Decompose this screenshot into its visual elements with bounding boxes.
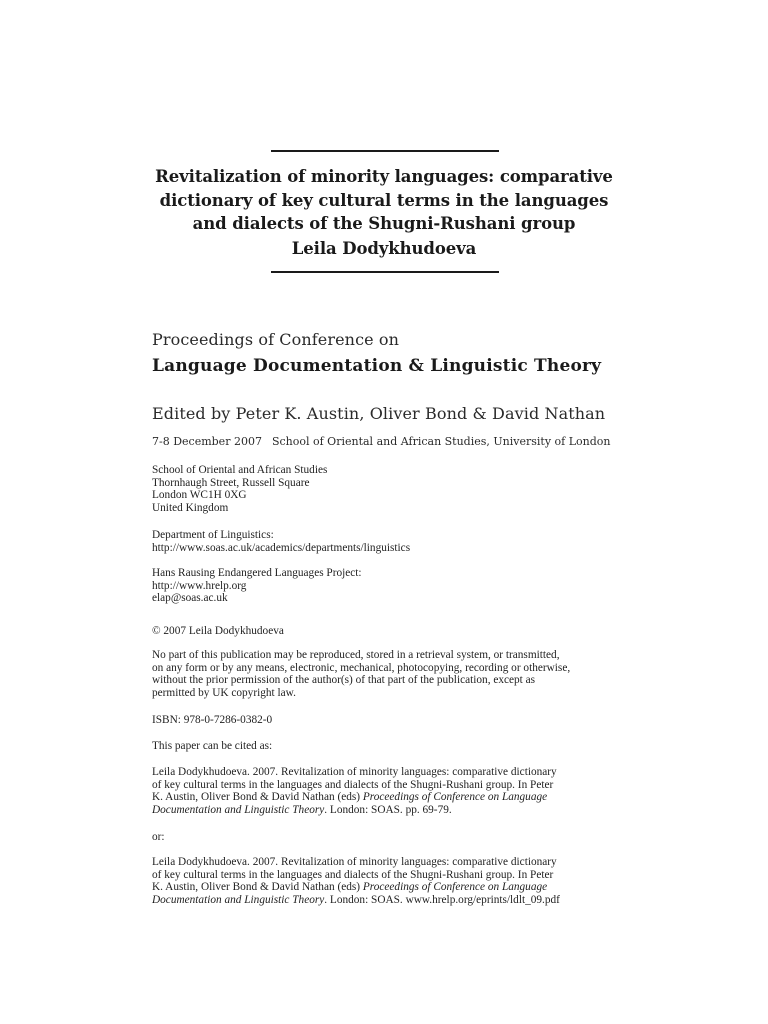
citation-1-editors: K. Austin, Oliver Bond & David Nathan (eds)	[152, 791, 363, 804]
citation-1-line-3	[152, 791, 617, 804]
hrelp-block	[152, 567, 617, 605]
title-bottom-rule	[271, 271, 499, 273]
citation-2	[152, 856, 617, 907]
rights-line-4: permitted by UK copyright law.	[152, 687, 296, 700]
title-top-rule	[271, 150, 499, 152]
citation-2-editors: K. Austin, Oliver Bond & David Nathan (eds)	[152, 881, 363, 894]
paper-author: Leila Dodykhudoeva	[291, 238, 477, 258]
paper-title-block	[130, 165, 638, 260]
citation-1-line-4	[152, 804, 617, 817]
hrelp-label: Hans Rausing Endangered Languages Project:	[152, 567, 362, 579]
citation-intro: This paper can be cited as:	[152, 740, 273, 752]
conference-dateline	[152, 435, 611, 448]
citation-1-line-1: Leila Dodykhudoeva. 2007. Revitalization of minority languages: comparative dictionary	[152, 766, 557, 778]
department-label: Department of Linguistics:	[152, 529, 274, 541]
citation-1-line-2: of key cultural terms in the languages and dialects of the Shugni-Rushani group. In Peter	[152, 778, 554, 791]
rights-statement	[152, 649, 617, 700]
citation-2-line-1: Leila Dodykhudoeva. 2007. Revitalization of minority languages: comparative dictionary	[152, 856, 557, 868]
department-url[interactable]: http://www.soas.ac.uk/academics/departments/linguistics	[152, 541, 411, 554]
postal-address	[152, 464, 617, 515]
proceedings-kicker: Proceedings of Conference on	[152, 330, 400, 349]
citation-2-proceedings-title-a: Proceedings of Conference on Language	[362, 881, 548, 894]
hrelp-url[interactable]: http://www.hrelp.org	[152, 579, 247, 592]
citation-1	[152, 766, 617, 817]
editors-line: Edited by Peter K. Austin, Oliver Bond & David Nathan	[152, 404, 606, 423]
citation-2-publisher-url: . London: SOAS. www.hrelp.org/eprints/ldlt_09.pdf	[324, 894, 560, 907]
citation-2-line-4	[152, 894, 617, 907]
isbn: ISBN: 978-0-7286-0382-0	[152, 714, 273, 726]
proceedings-name: Language Documentation & Linguistic Theory	[152, 356, 602, 376]
conference-venue: School of Oriental and African Studies, University of London	[271, 435, 611, 448]
address-line-3: London WC1H 0XG	[152, 489, 247, 502]
citation-1-proceedings-title-b: Documentation and Linguistic Theory	[152, 804, 325, 817]
citation-1-publisher: . London: SOAS. pp. 69-79.	[324, 804, 452, 817]
paper-title-line-2: dictionary of key cultural terms in the languages	[159, 190, 609, 210]
address-line-4: United Kingdom	[152, 502, 229, 515]
conference-date: 7-8 December 2007	[152, 435, 262, 448]
rights-line-2: on any form or by any means, electronic, mechanical, photocopying, recording or otherwise,	[152, 661, 571, 674]
citation-1-proceedings-title-a: Proceedings of Conference on Language	[362, 791, 548, 804]
paper-title-line-1: Revitalization of minority languages: comparative	[155, 167, 613, 186]
citation-2-line-3	[152, 881, 617, 894]
address-line-1: School of Oriental and African Studies	[152, 464, 328, 476]
or-separator: or:	[152, 831, 165, 843]
rights-line-3: without the prior permission of the author(s) of that part of the publication, except as	[152, 674, 536, 687]
address-line-2: Thornhaugh Street, Russell Square	[152, 476, 310, 489]
hrelp-email[interactable]: elap@soas.ac.uk	[152, 592, 228, 605]
citation-2-line-2: of key cultural terms in the languages and dialects of the Shugni-Rushani group. In Peter	[152, 868, 554, 881]
paper-title-line-3: and dialects of the Shugni-Rushani group	[192, 214, 576, 233]
copyright-notice: © 2007 Leila Dodykhudoeva	[152, 625, 284, 637]
rights-line-1: No part of this publication may be reproduced, stored in a retrieval system, or transmitted,	[152, 649, 560, 661]
department-block	[152, 529, 617, 554]
citation-2-proceedings-title-b: Documentation and Linguistic Theory	[152, 894, 325, 907]
